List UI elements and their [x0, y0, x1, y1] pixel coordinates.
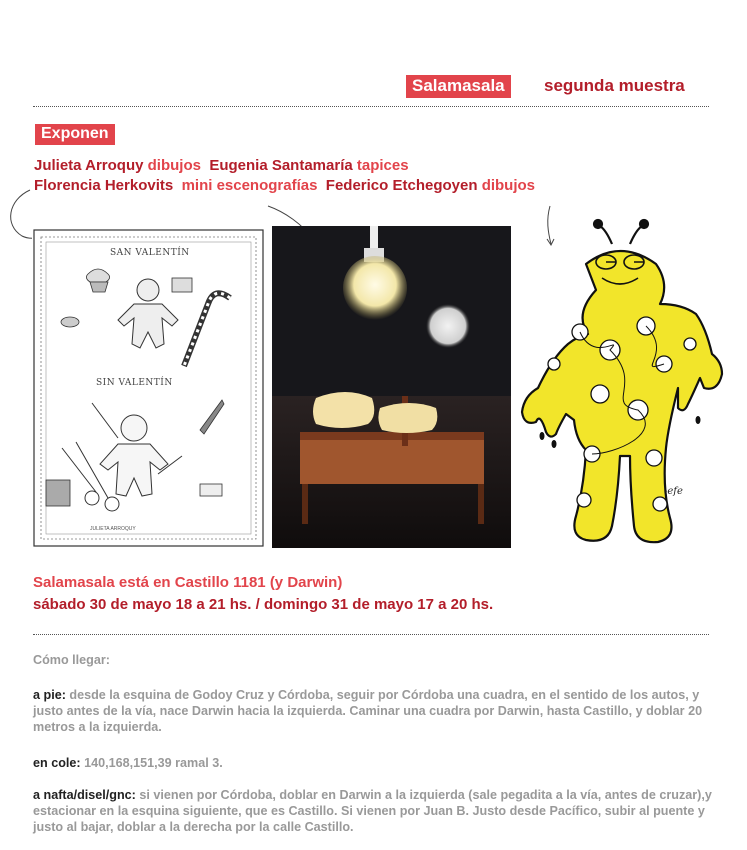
directions-walk: [33, 687, 723, 735]
exhibitor-name: Julieta Arroquy: [34, 157, 144, 174]
exhibitor-name: Federico Etchegoyen: [325, 177, 478, 194]
directions-title: Cómo llegar:: [33, 653, 110, 667]
monster-signature: -efe: [664, 486, 683, 497]
directions-car: [33, 787, 723, 835]
artwork-drawing: [32, 228, 265, 548]
exhibitor-name: Eugenia Santamaría: [209, 157, 353, 174]
brand-badge: Salamasala: [406, 75, 511, 98]
directions-bus: [33, 755, 723, 771]
exhibitor-role: mini escenografías: [181, 177, 318, 194]
divider-top: [33, 106, 709, 107]
directions-bus-label: en cole:: [33, 756, 81, 770]
artwork-photo: [272, 226, 511, 548]
event-dates: sábado 30 de mayo 18 a 21 hs. / domingo 31 de mayo 17 a 20 hs.: [33, 596, 494, 613]
exhibitor-role: dibujos: [481, 177, 536, 194]
exhibitor-name: Florencia Herkovits: [34, 177, 174, 194]
directions-walk-label: a pie:: [33, 688, 66, 702]
header-subtitle: segunda muestra: [544, 76, 685, 95]
directions-car-text: si vienen por Córdoba, doblar en Darwin a la izquierda (sale pegadita a la vía, antes de cruzar),y estacionar en la esquina siguiente, que es Castillo. Si vienen por Juan B. Justo desde Pacífico, subir al puente y justo al bajar, doblar a la derecha por la calle Castillo.: [33, 788, 712, 834]
svg-text:JULIETA ARROQUY: JULIETA ARROQUY: [90, 526, 136, 532]
directions-car-label: a nafta/disel/gnc:: [33, 788, 136, 802]
directions-walk-text: desde la esquina de Godoy Cruz y Córdoba, seguir por Córdoba una cuadra, en el sentido de los autos, y justo antes de la vía, nace Darwin hacia la izquierda. Caminar una cuadra por Darwin, hasta Castillo, y doblar 20 metros a la izquierda.: [33, 688, 703, 734]
drawing-top-caption: SAN VALENTÍN: [110, 248, 190, 258]
exhibitor-role: tapices: [356, 157, 409, 174]
drawing-bottom-caption: SIN VALENTÍN: [96, 378, 173, 388]
monster-illustration: [514, 214, 728, 550]
drawing-illustration: [32, 228, 265, 548]
artwork-monster: [514, 214, 728, 550]
mini-scenography-illustration: [272, 226, 511, 548]
directions-bus-text: 140,168,151,39 ramal 3.: [80, 756, 223, 770]
exhibitors-label: Exponen: [35, 124, 115, 145]
exhibitor-role: dibujos: [147, 157, 201, 174]
event-venue: Salamasala está en Castillo 1181 (y Darwin): [33, 574, 343, 591]
divider-bottom: [33, 634, 709, 635]
